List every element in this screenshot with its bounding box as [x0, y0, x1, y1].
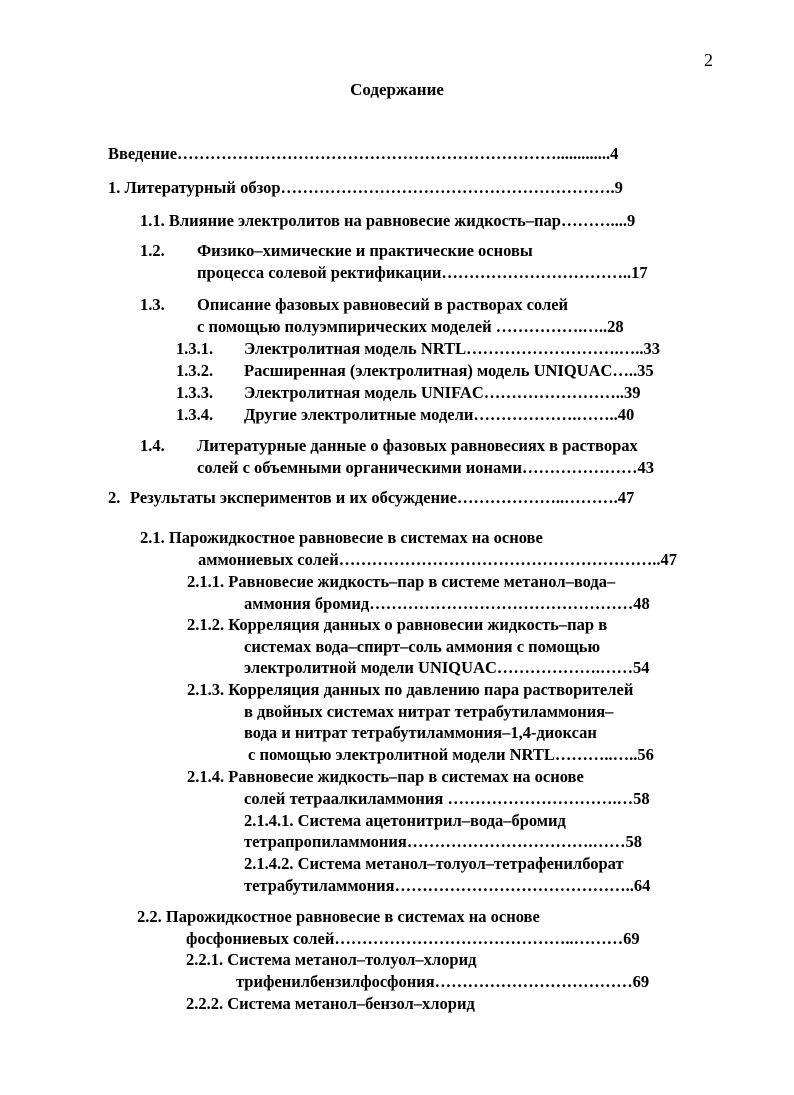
toc-section-2-1-4-cont: солей тетраалкиламмония ………………………….…58 — [244, 789, 650, 808]
toc-section-1-3-4-title: Другие электролитные модели……………….……..40 — [244, 405, 635, 424]
toc-section-1-3-2-number: 1.3.2. — [176, 361, 214, 380]
toc-chapter-2-number: 2. — [108, 488, 121, 507]
toc-section-1-1: 1.1. Влияние электролитов на равновесие жидкость–пар………....9 — [140, 211, 636, 230]
toc-section-1-4-title: Литературные данные о фазовых равновесиях в растворах — [197, 436, 638, 455]
toc-section-2-1-3: 2.1.3. Корреляция данных по давлению пара растворителей — [187, 680, 634, 699]
toc-section-1-2-title-cont: процесса солевой ректификации……………………………..17 — [197, 263, 648, 282]
toc-section-1-3-2-title: Расширенная (электролитная) модель UNIQUAC…..35 — [244, 361, 654, 380]
toc-section-2-1-2-cont-2: электролитной модели UNIQUAC……………….……54 — [244, 658, 650, 677]
toc-section-2-1-1: 2.1.1. Равновесие жидкость–пар в системе метанол–вода– — [187, 572, 616, 591]
toc-section-2-1-2: 2.1.2. Корреляция данных о равновесии жидкость–пар в — [187, 615, 608, 634]
toc-section-2-1-4-2-cont: тетрабутиламмония……………………………………..64 — [244, 876, 651, 895]
toc-section-1-3-1-number: 1.3.1. — [176, 339, 214, 358]
toc-section-2-1-1-cont: аммония бромид…………………………………………48 — [244, 594, 650, 613]
toc-section-2-1-4-2: 2.1.4.2. Система метанол–толуол–тетрафенилборат — [244, 854, 624, 873]
toc-section-1-3-4-number: 1.3.4. — [176, 405, 214, 424]
toc-section-1-3-3-number: 1.3.3. — [176, 383, 214, 402]
toc-section-2-1-4-1-cont: тетрапропиламмония…………………………….……58 — [244, 832, 642, 851]
toc-section-2-2-cont: фосфониевых солей……………………………………..………69 — [186, 929, 640, 948]
page-title: Содержание — [350, 80, 444, 99]
toc-section-2-1-2-cont-1: системах вода–спирт–соль аммония с помощью — [244, 637, 601, 656]
toc-section-2-1-4-1: 2.1.4.1. Система ацетонитрил–вода–бромид — [244, 811, 566, 830]
toc-section-1-2-title: Физико–химические и практические основы — [197, 241, 533, 260]
toc-section-2-1-cont: аммониевых солей…………………………………………………..47 — [198, 550, 677, 569]
toc-section-2-2-1-cont: трифенилбензилфосфония………………………………69 — [236, 972, 650, 991]
toc-section-2-1-3-cont-3: с помощью электролитной модели NRTL………..…..56 — [248, 745, 654, 764]
toc-section-1-3-number: 1.3. — [140, 295, 165, 314]
toc-chapter-1: 1. Литературный обзор…………………………………………………….9 — [108, 178, 623, 197]
toc-section-1-3-title: Описание фазовых равновесий в растворах солей — [197, 295, 569, 314]
toc-section-2-2-1: 2.2.1. Система метанол–толуол–хлорид — [186, 950, 477, 969]
toc-section-1-3-3-title: Электролитная модель UNIFAC……………………..39 — [244, 383, 641, 402]
toc-section-1-4-number: 1.4. — [140, 436, 165, 455]
toc-section-2-1-3-cont-2: вода и нитрат тетрабутиламмония–1,4-диоксан — [244, 723, 597, 742]
toc-section-2-2: 2.2. Парожидкостное равновесие в системах на основе — [137, 907, 540, 926]
toc-section-1-3-1-title: Электролитная модель NRTL……………………….…..33 — [244, 339, 660, 358]
toc-section-1-3-title-cont: с помощью полуэмпирических моделей …………….…..28 — [197, 317, 624, 336]
toc-intro: Введение…………………………………………………………….............4 — [108, 144, 619, 163]
toc-section-2-1-4: 2.1.4. Равновесие жидкость–пар в системах на основе — [187, 767, 584, 786]
toc-section-2-2-2: 2.2.2. Система метанол–бензол–хлорид — [186, 994, 475, 1013]
toc-section-1-2-number: 1.2. — [140, 241, 165, 260]
toc-section-2-1: 2.1. Парожидкостное равновесие в системах на основе — [140, 528, 543, 547]
toc-section-1-4-title-cont: солей с объемными органическими ионами…………………43 — [197, 458, 655, 477]
page-number: 2 — [704, 50, 713, 70]
toc-chapter-2-title: Результаты экспериментов и их обсуждение………………..……….47 — [130, 488, 635, 507]
toc-section-2-1-3-cont-1: в двойных системах нитрат тетрабутиламмония– — [244, 702, 614, 721]
